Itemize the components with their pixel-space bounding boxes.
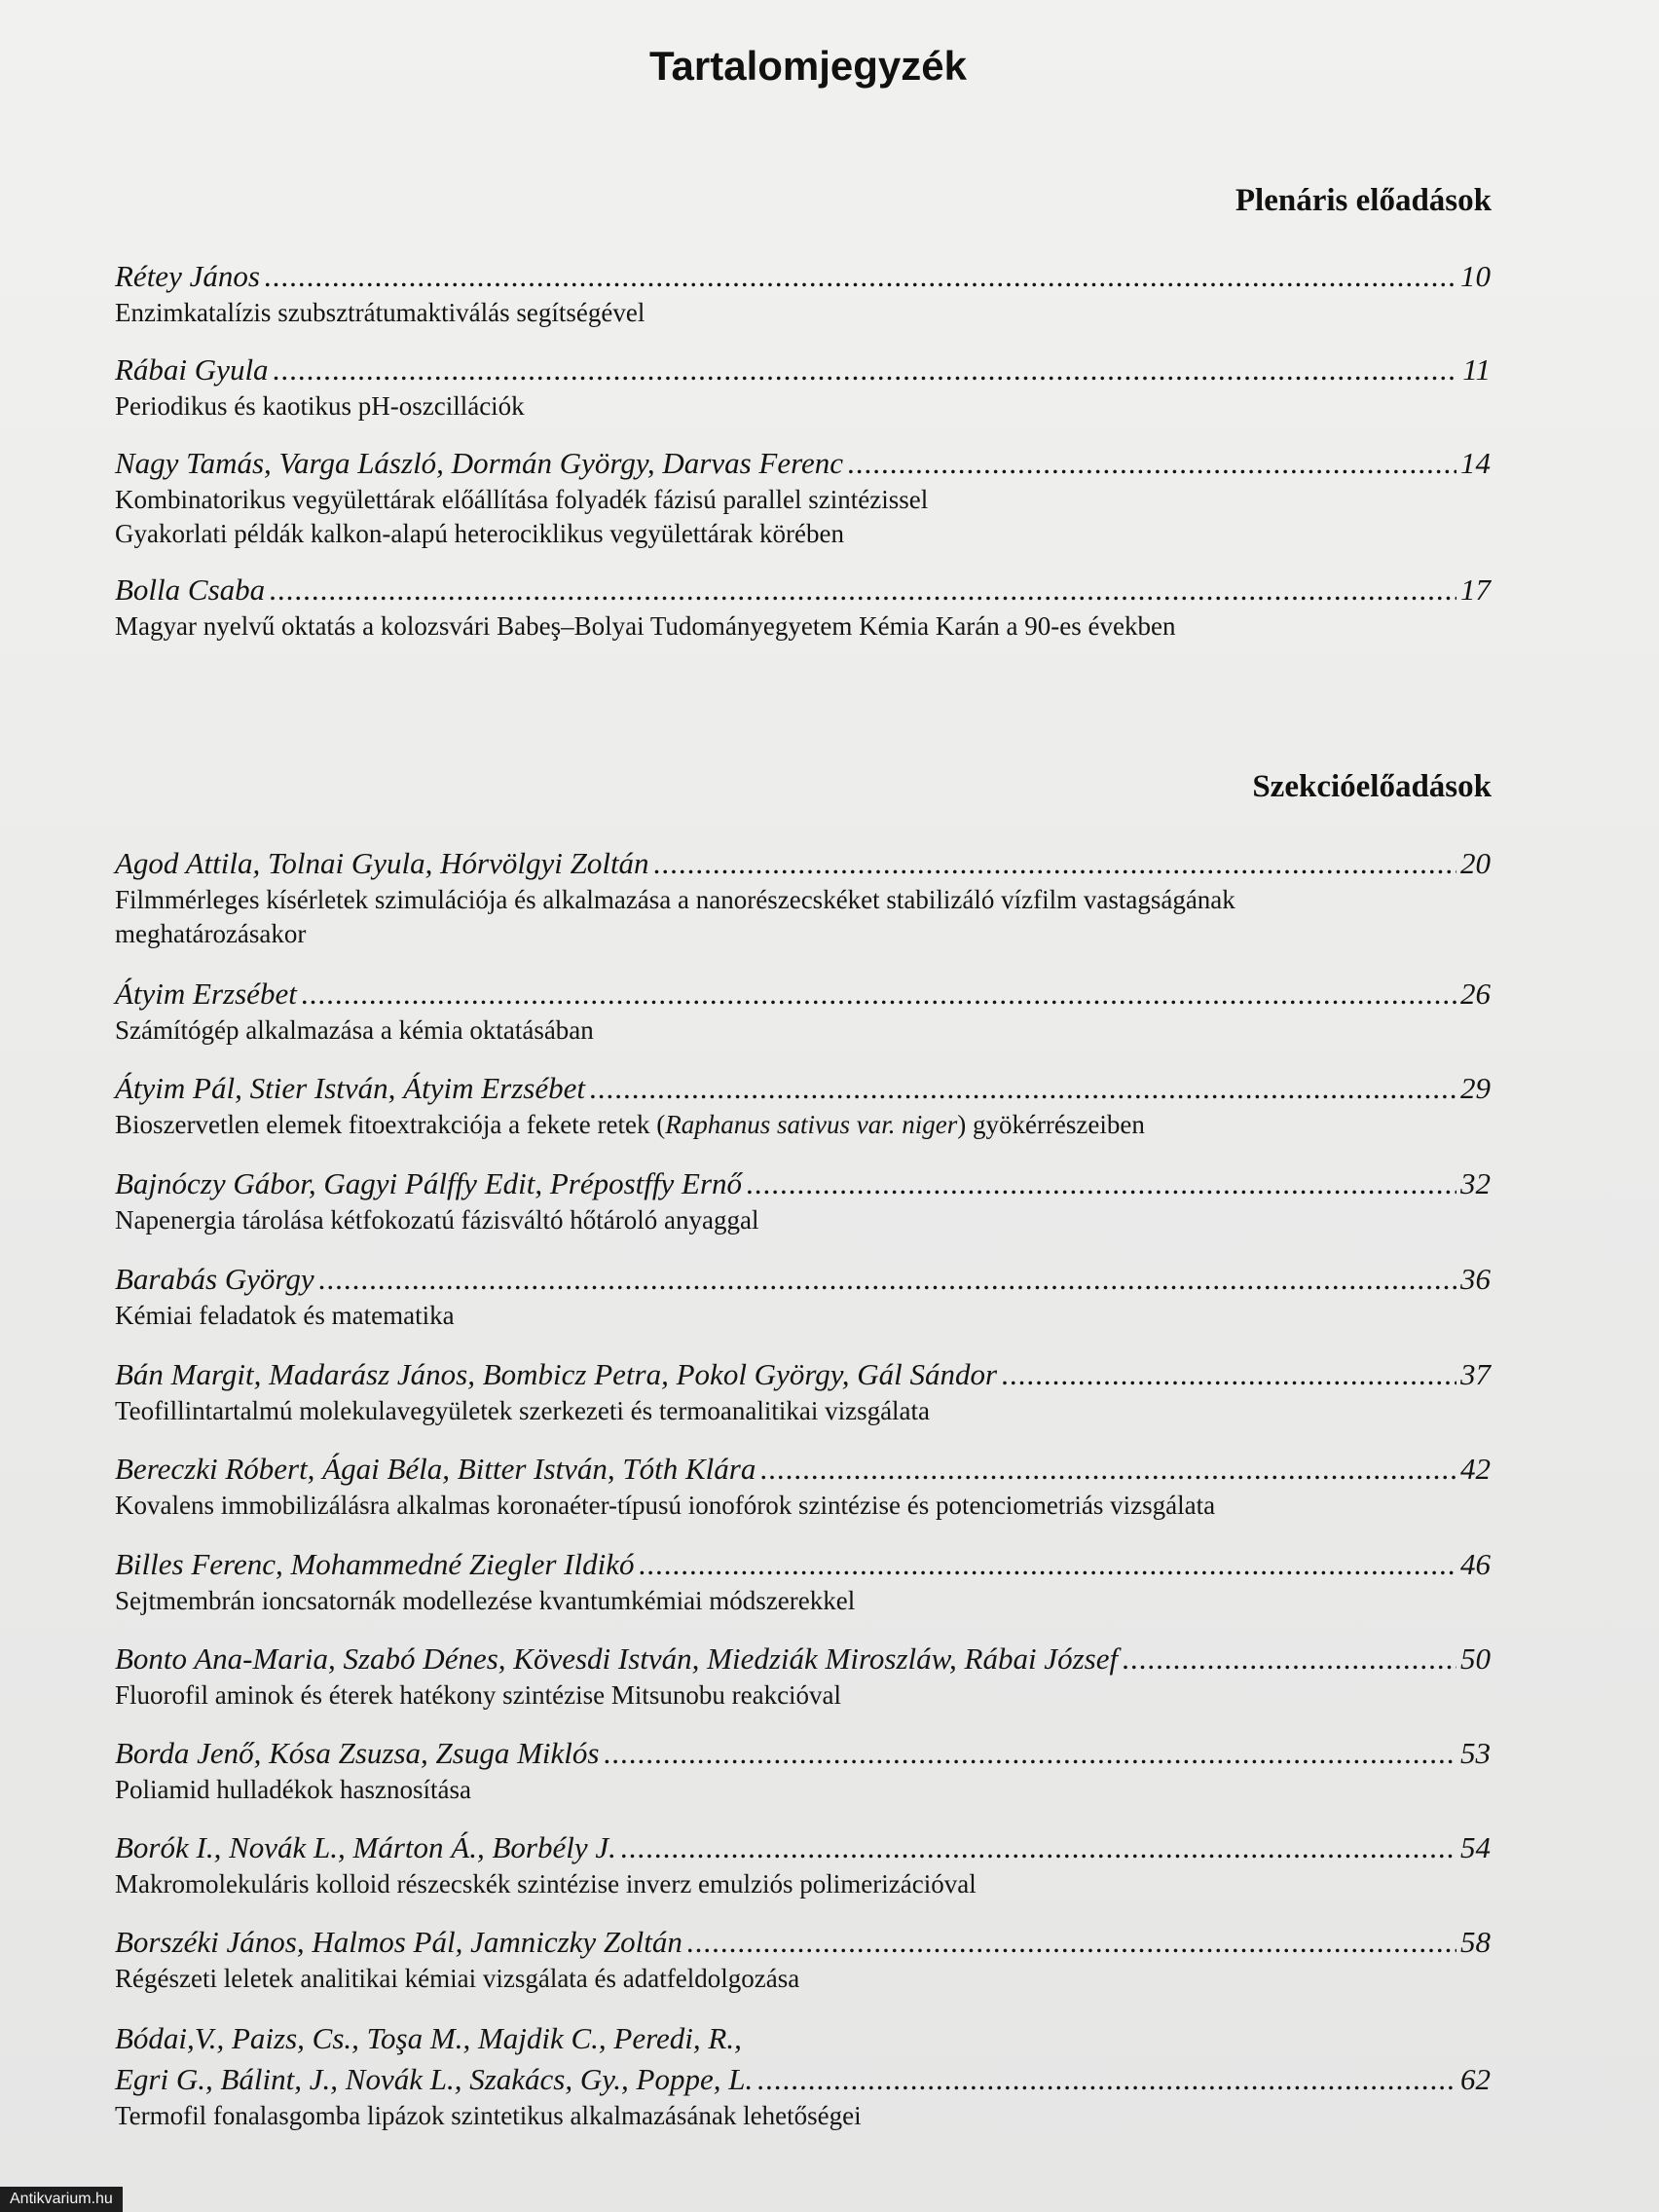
- dot-leader: [847, 446, 1456, 481]
- toc-authors: Rétey János: [115, 259, 260, 293]
- toc-authors: Nagy Tamás, Varga László, Dormán György, Darvas Ferenc: [115, 446, 844, 480]
- dot-leader: [759, 1452, 1456, 1487]
- dot-leader: [686, 1925, 1456, 1960]
- toc-authors: Barabás György: [115, 1262, 314, 1296]
- toc-page-number: 20: [1460, 846, 1491, 880]
- toc-author-line: [115, 1071, 1491, 1106]
- toc-authors: Billes Ferenc, Mohammedné Ziegler Ildikó: [115, 1547, 635, 1581]
- section-heading-plenaris: Plenáris előadások: [1235, 183, 1492, 218]
- toc-entry: [115, 1452, 1491, 1523]
- toc-subtitle: Termofil fonalasgomba lipázok szintetikus alkalmazásának lehetőségei: [115, 2101, 862, 2130]
- dot-leader: [1122, 1641, 1456, 1677]
- toc-author-line: [115, 352, 1491, 387]
- toc-authors: Bán Margit, Madarász János, Bombicz Petra, Pokol György, Gál Sándor: [115, 1357, 998, 1391]
- toc-author-line: [115, 2062, 1491, 2097]
- dot-leader: [318, 1262, 1456, 1297]
- toc-subtitle-part: Bioszervetlen elemek fitoextrakciója a fekete retek (: [115, 1110, 666, 1139]
- toc-entry: [115, 1262, 1491, 1333]
- dot-leader: [653, 846, 1456, 881]
- toc-authors: Borók I., Novák L., Márton Á., Borbély J.: [115, 1830, 616, 1864]
- toc-author-line: [115, 1452, 1491, 1487]
- section-heading-szekcio: Szekcióelőadások: [1252, 769, 1492, 804]
- toc-author-line: [115, 1925, 1491, 1960]
- toc-subtitle: Poliamid hulladékok hasznosítása: [115, 1775, 471, 1804]
- toc-subtitle: meghatározásakor: [115, 919, 307, 948]
- toc-author-line: [115, 259, 1491, 294]
- toc-author-line: [115, 572, 1491, 608]
- toc-subtitle-part: ) gyökérrészeiben: [957, 1110, 1145, 1139]
- toc-entry: [115, 1925, 1491, 1996]
- toc-page-number: 54: [1460, 1830, 1491, 1864]
- toc-author-line: [115, 1736, 1491, 1771]
- toc-subtitle: Magyar nyelvű oktatás a kolozsvári Babeş–Bolyai Tudományegyetem Kémia Karán a 90-es években: [115, 611, 1176, 641]
- toc-page-number: 14: [1460, 446, 1491, 480]
- toc-subtitle: Makromolekuláris kolloid részecskék szintézise inverz emulziós polimerizációval: [115, 1869, 977, 1899]
- toc-authors: Egri G., Bálint, J., Novák L., Szakács, Gy., Poppe, L.: [115, 2062, 754, 2096]
- toc-subtitle: Filmmérleges kísérletek szimulációja és alkalmazása a nanorészecskéket stabilizáló vízfilm vastagságának: [115, 885, 1235, 914]
- toc-subtitle: Kémiai feladatok és matematika: [115, 1301, 455, 1330]
- toc-author-line: [115, 1830, 1491, 1865]
- toc-subtitle: Teofillintartalmú molekulavegyületek szerkezeti és termoanalitikai vizsgálata: [115, 1396, 931, 1425]
- toc-page-number: 10: [1460, 259, 1491, 293]
- toc-subtitle: Kovalens immobilizálásra alkalmas koronaéter-típusú ionofórok szintézise és potenciometriás vizsgálata: [115, 1491, 1216, 1520]
- toc-author-line: [115, 1166, 1491, 1201]
- page-title: Tartalomjegyzék: [648, 43, 967, 89]
- dot-leader: [269, 572, 1456, 608]
- toc-page-number: 17: [1460, 572, 1491, 607]
- toc-page-number: 46: [1460, 1547, 1491, 1581]
- toc-author-line: [115, 1357, 1491, 1392]
- toc-subtitle-species: Raphanus sativus var. niger: [665, 1110, 958, 1139]
- toc-entry: [115, 1641, 1491, 1713]
- toc-page-number: 11: [1462, 352, 1491, 387]
- toc-subtitle: Régészeti leletek analitikai kémiai vizsgálata és adatfeldolgozása: [115, 1964, 800, 1993]
- toc-entry: [115, 1357, 1491, 1428]
- toc-page-number: 37: [1460, 1357, 1491, 1391]
- toc-authors: Bódai,V., Paizs, Cs., Toşa M., Majdik C., Peredi, R.,: [115, 2021, 742, 2055]
- toc-authors: Bonto Ana-Maria, Szabó Dénes, Kövesdi István, Miedziák Miroszláw, Rábai József: [115, 1641, 1119, 1676]
- toc-subtitle: Periodikus és kaotikus pH-oszcillációk: [115, 391, 525, 421]
- toc-page-number: 62: [1460, 2062, 1491, 2096]
- dot-leader: [1001, 1357, 1456, 1392]
- toc-page-number: 58: [1460, 1925, 1491, 1959]
- dot-leader: [638, 1547, 1456, 1582]
- toc-entry: [115, 1736, 1491, 1807]
- toc-author-line: [115, 1262, 1491, 1297]
- toc-entry: [115, 446, 1491, 551]
- dot-leader: [756, 2062, 1456, 2097]
- toc-subtitle: Számítógép alkalmazása a kémia oktatásában: [115, 1015, 594, 1045]
- toc-author-line: [115, 977, 1491, 1012]
- toc-entry: [115, 352, 1491, 424]
- dot-leader: [264, 259, 1456, 294]
- toc-author-line: [115, 446, 1491, 481]
- toc-entry: [115, 1547, 1491, 1618]
- toc-authors: Átyim Erzsébet: [115, 977, 297, 1011]
- toc-authors: Borszéki János, Halmos Pál, Jamniczky Zoltán: [115, 1925, 682, 1959]
- toc-entry: [115, 977, 1491, 1048]
- toc-subtitle: Gyakorlati példák kalkon-alapú heterociklikus vegyülettárak körében: [115, 519, 844, 548]
- toc-entry: [115, 846, 1491, 951]
- dot-leader: [603, 1736, 1456, 1771]
- toc-subtitle: Enzimkatalízis szubsztrátumaktiválás segítségével: [115, 298, 645, 327]
- toc-entry: [115, 1071, 1491, 1142]
- toc-subtitle: Fluorofil aminok és éterek hatékony szintézise Mitsunobu reakcióval: [115, 1680, 842, 1710]
- toc-author-line: [115, 1641, 1491, 1677]
- toc-authors: Agod Attila, Tolnai Gyula, Hórvölgyi Zoltán: [115, 846, 649, 880]
- dot-leader: [301, 977, 1456, 1012]
- toc-page-number: 29: [1460, 1071, 1491, 1105]
- toc-page-number: 42: [1460, 1452, 1491, 1486]
- toc-authors: Bolla Csaba: [115, 572, 266, 607]
- dot-leader: [589, 1071, 1456, 1106]
- toc-subtitle: Sejtmembrán ioncsatornák modellezése kvantumkémiai módszerekkel: [115, 1586, 856, 1615]
- toc-author-line: [115, 1547, 1491, 1582]
- toc-subtitle: [115, 1108, 1491, 1142]
- toc-page-number: 26: [1460, 977, 1491, 1011]
- toc-entry: [115, 572, 1491, 644]
- toc-entry: [115, 2021, 1491, 2133]
- dot-leader: [273, 352, 1459, 387]
- dot-leader: [746, 1166, 1456, 1201]
- toc-subtitle: Napenergia tárolása kétfokozatú fázisváltó hőtároló anyaggal: [115, 1205, 759, 1235]
- toc-page-number: 50: [1460, 1641, 1491, 1676]
- toc-page-number: 36: [1460, 1262, 1491, 1296]
- toc-authors: Átyim Pál, Stier István, Átyim Erzsébet: [115, 1071, 585, 1105]
- toc-author-line: [115, 846, 1491, 881]
- toc-entry: [115, 1830, 1491, 1901]
- toc-entry: [115, 259, 1491, 330]
- toc-authors: Borda Jenő, Kósa Zsuzsa, Zsuga Miklós: [115, 1736, 600, 1770]
- watermark-label: Antikvarium.hu: [0, 2187, 123, 2212]
- toc-authors: Bereczki Róbert, Ágai Béla, Bitter István, Tóth Klára: [115, 1452, 756, 1486]
- toc-entry: [115, 1166, 1491, 1237]
- toc-page-number: 53: [1460, 1736, 1491, 1770]
- toc-page-number: 32: [1460, 1166, 1491, 1200]
- toc-authors: Rábai Gyula: [115, 352, 269, 387]
- toc-subtitle: Kombinatorikus vegyülettárak előállítása folyadék fázisú parallel szintézissel: [115, 485, 929, 514]
- dot-leader: [620, 1830, 1456, 1865]
- toc-authors: Bajnóczy Gábor, Gagyi Pálffy Edit, Prépostffy Ernő: [115, 1166, 743, 1200]
